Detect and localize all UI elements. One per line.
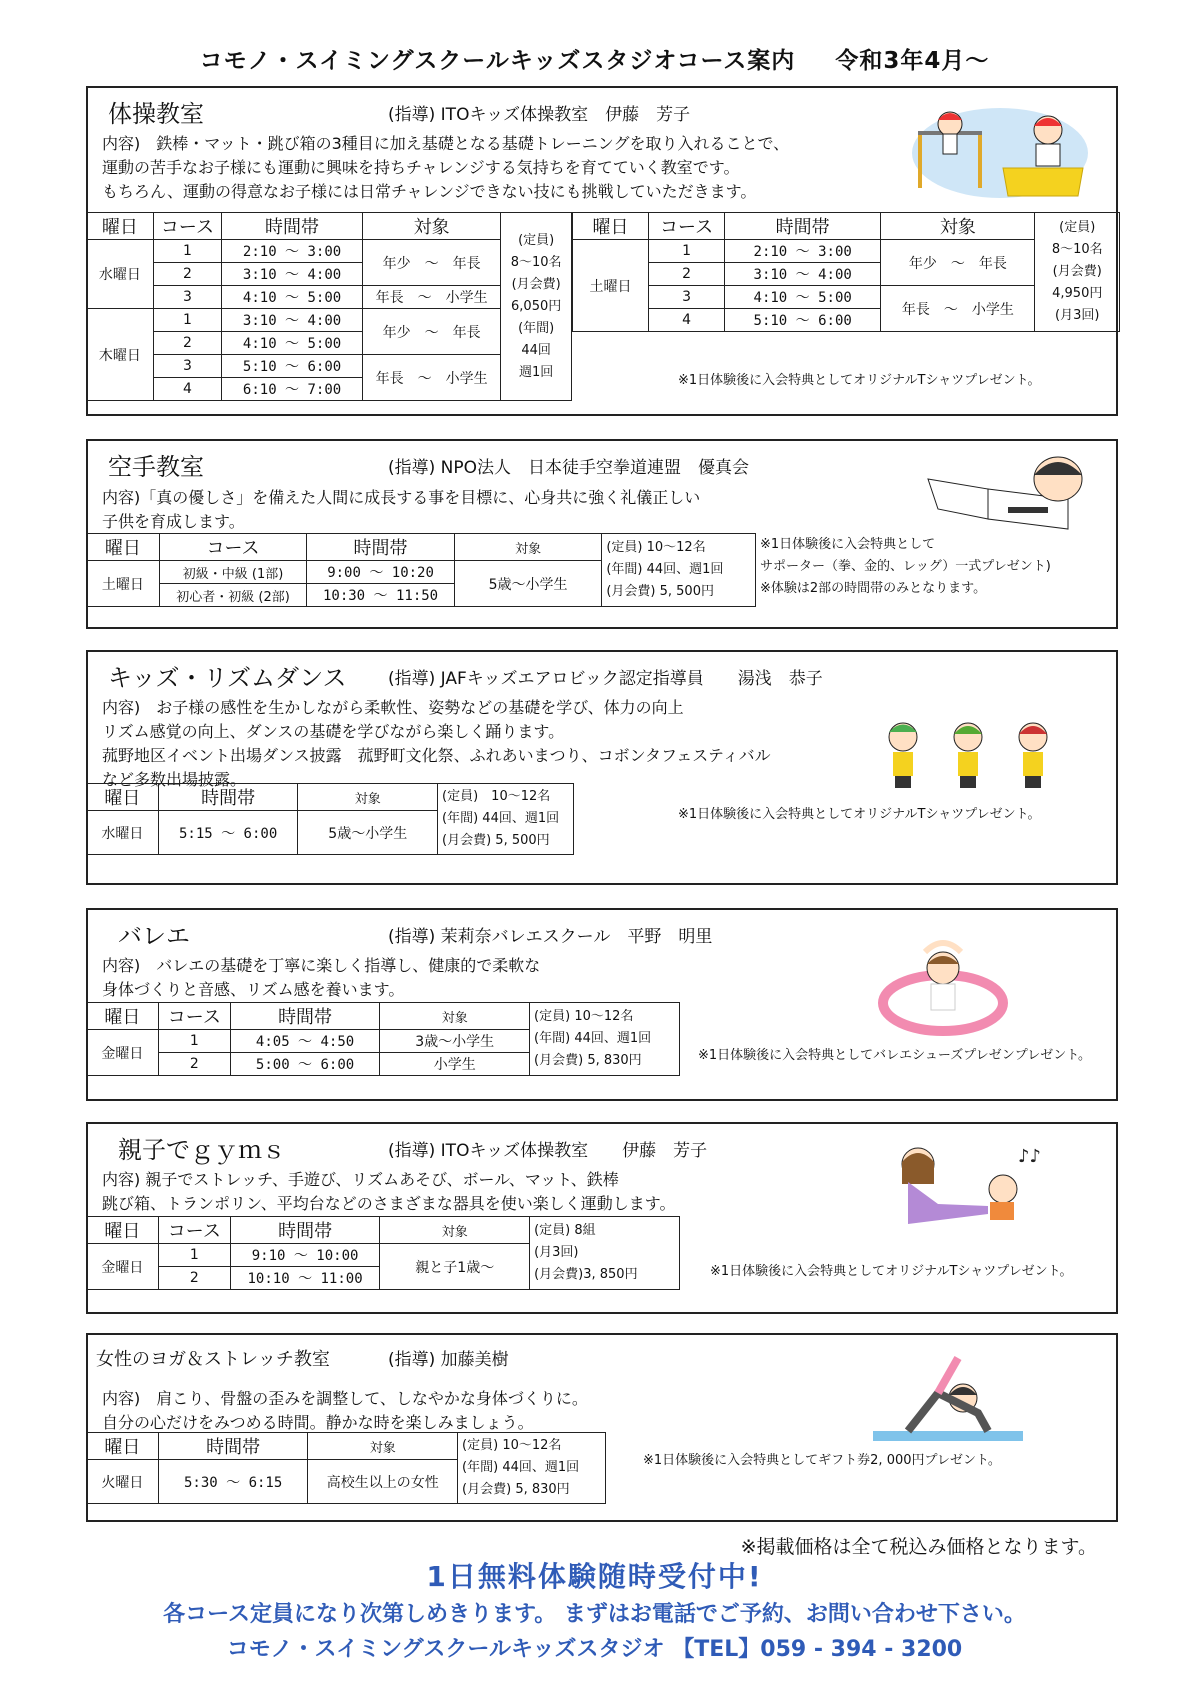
course-cell: 2: [158, 1053, 230, 1076]
gym-note: ※1日体験後に入会特典としてオリジナルTシャツプレゼント。: [678, 373, 1041, 388]
target-cell: 小学生: [380, 1053, 530, 1076]
header-time: 時間帯: [230, 1217, 380, 1244]
time-cell: 5:10 ～ 6:00: [222, 355, 363, 378]
course-cell: 2: [158, 1267, 230, 1290]
course-cell: 3: [153, 286, 222, 309]
header-time: 時間帯: [725, 213, 881, 240]
karate-schedule-table: [86, 533, 756, 607]
gyms-schedule-table: [86, 1216, 680, 1290]
table-row: [87, 286, 572, 309]
gym-capacity-left: (定員) 8～10名 (月会費) 6,050円 (年間) 44回 週1回: [501, 213, 572, 401]
header-course: コース: [158, 1217, 230, 1244]
header-course: コース: [649, 213, 725, 240]
course-cell: 1: [153, 309, 222, 332]
course-cell: 初級・中級 (1部): [159, 561, 307, 584]
yoga-note: ※1日体験後に入会特典としてギフト券2, 000円プレゼント。: [643, 1453, 1001, 1468]
time-cell: 9:10 ～ 10:00: [230, 1244, 380, 1267]
gym-schedule-right-table: [572, 212, 1120, 332]
time-cell: 9:00 ～ 10:20: [307, 561, 455, 584]
reservation-notice: 各コース定員になり次第しめきります。 まずはお電話でご予約、お問い合わせ下さい。: [163, 1602, 1026, 1627]
tax-note: ※掲載価格は全て税込み価格となります。: [740, 1536, 1097, 1558]
header-day: 曜日: [87, 1433, 159, 1460]
karate-boy-icon: [918, 449, 1088, 539]
target-cell: 年長 ～ 小学生: [362, 355, 500, 401]
course-cell: 1: [158, 1030, 230, 1053]
course-cell: 2: [649, 263, 725, 286]
time-cell: 4:10 ～ 5:00: [222, 286, 363, 309]
time-cell: 2:10 ～ 3:00: [222, 240, 363, 263]
dance-note: ※1日体験後に入会特典としてオリジナルTシャツプレゼント。: [678, 807, 1041, 822]
target-cell: 5歳～小学生: [454, 561, 602, 607]
dance-section: [86, 650, 1118, 885]
dance-schedule-table: [86, 783, 574, 855]
day-cell: 土曜日: [87, 561, 160, 607]
gyms-description: 内容) 親子でストレッチ、手遊び、リズムあそび、ボール、マット、鉄棒 跳び箱、トランポリン、平均台などのさまざまな器具を使い楽しく運動します。: [102, 1170, 676, 1213]
day-cell: 金曜日: [87, 1030, 159, 1076]
header-target: 対象: [362, 213, 500, 240]
karate-title: 空手教室: [108, 453, 204, 481]
ballet-girl-icon: [873, 938, 1013, 1038]
day-cell: 水曜日: [87, 240, 154, 309]
target-cell: 年少 ～ 年長: [362, 309, 500, 355]
title-date: 令和3年4月～: [835, 48, 990, 74]
header-target: 対象: [881, 213, 1035, 240]
header-target: 対象: [380, 1217, 530, 1244]
yoga-section: [86, 1333, 1118, 1522]
svg-text:♪♪: ♪♪: [1018, 1146, 1041, 1167]
gym-title: 体操教室: [108, 100, 204, 128]
time-cell: 4:05 ～ 4:50: [230, 1030, 380, 1053]
time-cell: 5:15 ～ 6:00: [158, 811, 298, 855]
dancing-kids-icon: [868, 712, 1068, 802]
gym-description: 内容) 鉄棒・マット・跳び箱の3種目に加え基礎となる基礎トレーニングを取り入れることで、 運動の苦手なお子様にも運動に興味を持ちチャレンジする気持ちを育てていく教室です。 もちろん、運動の得意なお子様には日常チャレンジできない技にも挑戦していただきます。: [102, 134, 790, 201]
contact-info: コモノ・スイミングスクールキッズスタジオ 【TEL】059 - 394 - 3200: [226, 1637, 963, 1662]
day-cell: 木曜日: [87, 309, 154, 401]
time-cell: 3:10 ～ 4:00: [725, 263, 881, 286]
time-cell: 5:10 ～ 6:00: [725, 309, 881, 332]
header-day: 曜日: [87, 1003, 159, 1030]
course-cell: 2: [153, 263, 222, 286]
karate-note: ※1日体験後に入会特典として サポーター（拳、金的、レッグ）一式プレゼント) ※体験は2部の時間帯のみとなります。: [760, 537, 1051, 596]
free-trial-banner: 1日無料体験随時受付中!: [426, 1560, 763, 1593]
page-title: [0, 42, 1189, 75]
gyms-capacity: (定員) 8組 (月3回) (月会費)3, 850円: [530, 1217, 680, 1290]
gyms-section: [86, 1122, 1118, 1314]
header-day: 曜日: [87, 534, 160, 561]
course-cell: 2: [153, 332, 222, 355]
karate-description: 内容)「真の優しさ」を備えた人間に成長する事を目標に、心身共に強く礼儀正しい 子供を育成します。: [102, 488, 701, 531]
course-cell: 4: [649, 309, 725, 332]
time-cell: 4:10 ～ 5:00: [725, 286, 881, 309]
ballet-note: ※1日体験後に入会特典としてバレエシューズプレゼンプレゼント。: [698, 1048, 1092, 1063]
target-cell: 年少 ～ 年長: [362, 240, 500, 286]
header-course: コース: [159, 534, 307, 561]
time-cell: 4:10 ～ 5:00: [222, 332, 363, 355]
dance-instructor: (指導) JAFキッズエアロビック認定指導員 湯浅 恭子: [388, 669, 823, 689]
day-cell: 火曜日: [87, 1460, 159, 1504]
yoga-woman-icon: [868, 1353, 1028, 1453]
course-cell: 初心者・初級 (2部): [159, 584, 307, 607]
ballet-capacity: (定員) 10～12名 (年間) 44回、週1回 (月会費) 5, 830円: [530, 1003, 680, 1076]
dance-title: キッズ・リズムダンス: [108, 664, 347, 692]
time-cell: 5:00 ～ 6:00: [230, 1053, 380, 1076]
course-cell: 3: [153, 355, 222, 378]
yoga-schedule-table: [86, 1432, 606, 1504]
header-course: コース: [153, 213, 222, 240]
ballet-instructor: (指導) 茉莉奈バレエスクール 平野 明里: [388, 927, 713, 947]
yoga-description: 内容) 肩こり、骨盤の歪みを調整して、しなやかな身体づくりに。 自分の心だけをみつめる時間。静かな時を楽しみましょう。: [102, 1389, 588, 1432]
table-row: [87, 240, 572, 263]
karate-instructor: (指導) NPO法人 日本徒手空拳道連盟 優真会: [388, 458, 750, 478]
header-target: 対象: [298, 784, 438, 811]
dance-capacity: (定員) 10～12名 (年間) 44回、週1回 (月会費) 5, 500円: [438, 784, 574, 855]
header-target: 対象: [454, 534, 602, 561]
time-cell: 2:10 ～ 3:00: [725, 240, 881, 263]
yoga-title: 女性のヨガ＆ストレッチ教室: [96, 1349, 330, 1370]
ballet-title: バレエ: [118, 922, 190, 950]
karate-capacity: (定員) 10～12名 (年間) 44回、週1回 (月会費) 5, 500円: [602, 534, 756, 607]
course-cell: 1: [649, 240, 725, 263]
header-time: 時間帯: [158, 784, 298, 811]
gym-capacity-right: (定員) 8～10名 (月会費) 4,950円 (月3回): [1035, 213, 1120, 332]
ballet-section: [86, 908, 1118, 1101]
header-day: 曜日: [573, 213, 649, 240]
table-row: [87, 309, 572, 332]
target-cell: 高校生以上の女性: [308, 1460, 458, 1504]
parent-child-stretch-icon: [878, 1144, 1048, 1244]
gym-schedule-left-table: [86, 212, 572, 401]
time-cell: 10:30 ～ 11:50: [307, 584, 455, 607]
header-time: 時間帯: [158, 1433, 308, 1460]
time-cell: 6:10 ～ 7:00: [222, 378, 363, 401]
header-time: 時間帯: [222, 213, 363, 240]
target-cell: 年長 ～ 小学生: [362, 286, 500, 309]
day-cell: 水曜日: [87, 811, 159, 855]
yoga-capacity: (定員) 10～12名 (年間) 44回、週1回 (月会費) 5, 830円: [458, 1433, 606, 1504]
target-cell: 年少 ～ 年長: [881, 240, 1035, 286]
time-cell: 3:10 ～ 4:00: [222, 263, 363, 286]
header-day: 曜日: [87, 784, 159, 811]
time-cell: 10:10 ～ 11:00: [230, 1267, 380, 1290]
header-time: 時間帯: [230, 1003, 380, 1030]
time-cell: 5:30 ～ 6:15: [158, 1460, 308, 1504]
day-cell: 土曜日: [573, 240, 649, 332]
gymnastics-kids-icon: [908, 98, 1093, 203]
gyms-title: 親子でｇｙｍｓ: [118, 1136, 286, 1164]
target-cell: 年長 ～ 小学生: [881, 286, 1035, 332]
dance-description: 内容) お子様の感性を生かしながら柔軟性、姿勢などの基礎を学び、体力の向上 リズム感覚の向上、ダンスの基礎を学びながら楽しく踊ります。 菰野地区イベント出場ダンス披露 菰野町文化祭、ふれあいまつり、コボンタフェスティバル など多数出場披露。: [102, 698, 771, 789]
target-cell: 親と子1歳～: [380, 1244, 530, 1290]
course-cell: 4: [153, 378, 222, 401]
karate-section: [86, 439, 1118, 629]
header-course: コース: [158, 1003, 230, 1030]
course-cell: 3: [649, 286, 725, 309]
course-cell: 1: [153, 240, 222, 263]
gym-section: [86, 86, 1118, 416]
ballet-schedule-table: [86, 1002, 680, 1076]
target-cell: 5歳～小学生: [298, 811, 438, 855]
time-cell: 3:10 ～ 4:00: [222, 309, 363, 332]
gym-instructor: (指導) ITOキッズ体操教室 伊藤 芳子: [388, 105, 691, 125]
target-cell: 3歳～小学生: [380, 1030, 530, 1053]
header-day: 曜日: [87, 1217, 159, 1244]
ballet-description: 内容) バレエの基礎を丁寧に楽しく指導し、健康的で柔軟な 身体づくりと音感、リズム感を養います。: [102, 956, 541, 999]
table-row: [87, 355, 572, 378]
title-text: コモノ・スイミングスクールキッズスタジオコース案内: [199, 48, 796, 74]
header-target: 対象: [380, 1003, 530, 1030]
course-cell: 1: [158, 1244, 230, 1267]
day-cell: 金曜日: [87, 1244, 159, 1290]
header-day: 曜日: [87, 213, 154, 240]
header-target: 対象: [308, 1433, 458, 1460]
gyms-instructor: (指導) ITOキッズ体操教室 伊藤 芳子: [388, 1141, 708, 1161]
header-time: 時間帯: [307, 534, 455, 561]
gyms-note: ※1日体験後に入会特典としてオリジナルTシャツプレゼント。: [710, 1264, 1073, 1279]
yoga-instructor: (指導) 加藤美樹: [388, 1350, 509, 1370]
